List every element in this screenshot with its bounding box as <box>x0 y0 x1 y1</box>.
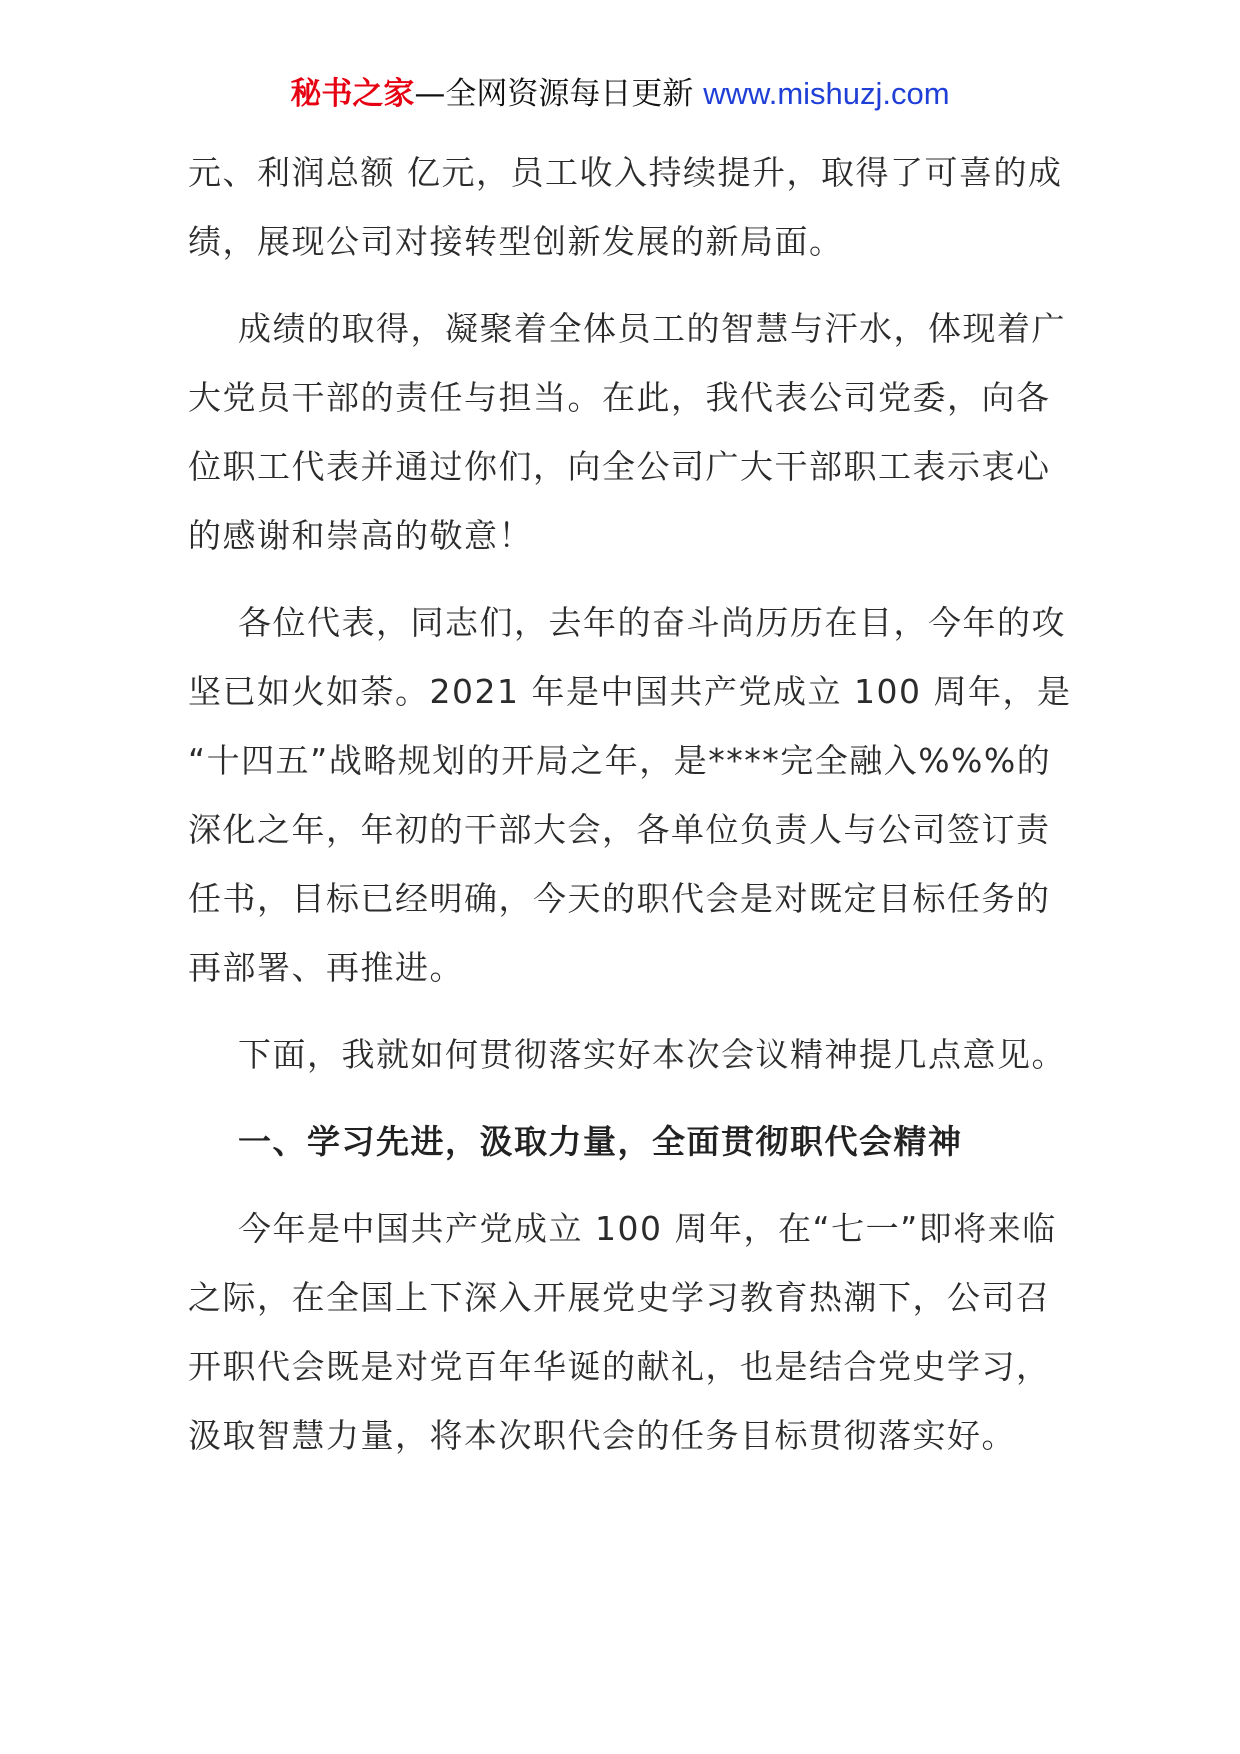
paragraph-line: 成绩的取得，凝聚着全体员工的智慧与汗水，体现着广 <box>238 309 1066 348</box>
paragraph-line: 深化之年，年初的干部大会，各单位负责人与公司签订责 <box>188 810 1051 849</box>
paragraph-line: 坚已如火如荼。2021 年是中国共产党成立 100 周年，是 <box>188 672 1072 711</box>
paragraph-line: 再部署、再推进。 <box>188 948 464 987</box>
paragraph-line: 开职代会既是对党百年华诞的献礼，也是结合党史学习， <box>188 1347 1051 1386</box>
header-brand: 秘书之家 <box>290 76 415 112</box>
paragraph-line: 位职工代表并通过你们，向全公司广大干部职工表示衷心 <box>188 447 1051 486</box>
document-body <box>188 138 1072 1488</box>
paragraph-line: 的感谢和崇高的敬意！ <box>188 516 533 555</box>
section-heading: 一、学习先进，汲取力量，全面贯彻职代会精神 <box>238 1122 963 1161</box>
paragraph-5 <box>188 1194 1057 1470</box>
paragraph-line: “十四五”战略规划的开局之年，是****完全融入%%%的 <box>188 741 1052 780</box>
paragraph-line: 今年是中国共产党成立 100 周年，在“七一”即将来临 <box>238 1209 1057 1248</box>
paragraph-line: 绩，展现公司对接转型创新发展的新局面。 <box>188 222 844 261</box>
paragraph-2 <box>188 294 1066 570</box>
paragraph-line: 元、利润总额 亿元，员工收入持续提升，取得了可喜的成 <box>188 153 1063 192</box>
paragraph-line: 大党员干部的责任与担当。在此，我代表公司党委，向各 <box>188 378 1051 417</box>
header-tagline: —全网资源每日更新 <box>414 76 704 112</box>
paragraph-3 <box>188 588 1072 1002</box>
paragraph-line: 各位代表，同志们，去年的奋斗尚历历在目，今年的攻 <box>238 603 1066 642</box>
paragraph-4 <box>188 1020 1066 1089</box>
paragraph-line: 下面，我就如何贯彻落实好本次会议精神提几点意见。 <box>238 1035 1066 1074</box>
header-site-link[interactable]: www.mishuzj.com <box>703 76 950 111</box>
paragraph-line: 汲取智慧力量，将本次职代会的任务目标贯彻落实好。 <box>188 1416 1016 1455</box>
page-header <box>0 72 1240 116</box>
paragraph-1 <box>188 138 1063 276</box>
paragraph-line: 任书，目标已经明确，今天的职代会是对既定目标任务的 <box>188 879 1051 918</box>
paragraph-line: 之际，在全国上下深入开展党史学习教育热潮下，公司召 <box>188 1278 1051 1317</box>
